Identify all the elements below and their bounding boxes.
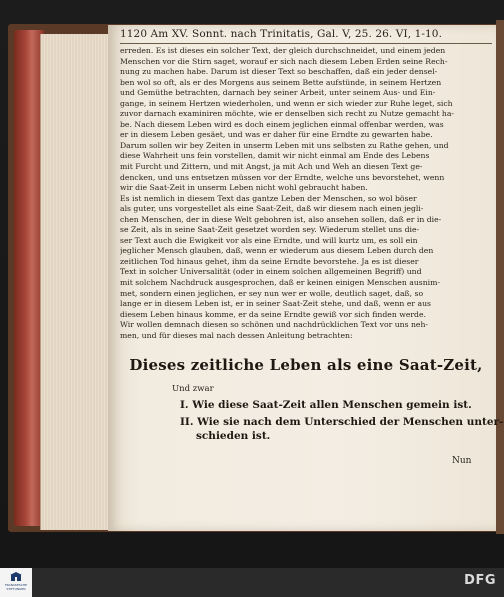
body-line: wir die Saat-Zeit in unserm Leben nicht wohl gebraucht haben. bbox=[120, 183, 368, 193]
sermon-theme: Dieses zeitliche Leben als eine Saat-Zeit, bbox=[129, 356, 483, 374]
body-line: als guter, uns vorgestellet als eine Saat-Zeit, daß wir diesem nach einen jegli- bbox=[120, 204, 424, 214]
body-line: Wir wollen demnach diesen so schönen und nachdrücklichen Text vor uns neh- bbox=[120, 320, 429, 330]
body-line: er in diesem Leben gesäet, und was er daher für eine Erndte zu gewarten habe. bbox=[120, 130, 433, 140]
francke-logo bbox=[0, 568, 32, 597]
logo-text-line2: STIFTUNGEN bbox=[6, 587, 26, 591]
page-stack-edge bbox=[40, 34, 111, 530]
catchword: Nun bbox=[452, 456, 472, 466]
body-line: be. Nach diesem Leben wird es doch einem jeglichen einmal offenbar werden, was bbox=[120, 119, 444, 129]
body-line: zeitlichen Tod hinaus gehet, ihm da seine Erndte bevorstehe. Ja es ist dieser bbox=[120, 256, 419, 266]
body-line: se Zeit, als in seine Saat-Zeit gesetzet worden sey. Wiederum stellet uns die- bbox=[120, 225, 420, 235]
point-one: I. Wie diese Saat-Zeit allen Menschen gemein ist. bbox=[180, 399, 472, 411]
viewer-footer bbox=[0, 568, 504, 597]
body-line: Es ist nemlich in diesem Text das gantze Leben der Menschen, so wol böser bbox=[120, 193, 417, 203]
body-line: lange er in diesem Leben ist, er in seiner Saat-Zeit stehe, und daß, wenn er aus bbox=[120, 299, 431, 309]
header-rule bbox=[120, 43, 492, 44]
body-line: und Gemüthe betrachten, darnach bey seiner Arbeit, unter seinem Aus- und Ein- bbox=[120, 88, 436, 98]
body-line: chen Menschen, der in diese Welt gebohren ist, also ansehen sollen, daß er in die- bbox=[120, 214, 442, 224]
body-line: gange, in seinem Hertzen wiederholen, und wenn er sich wieder zur Ruhe leget, sich bbox=[120, 98, 453, 108]
running-header: 1120 Am XV. Sonnt. nach Trinitatis, Gal. V, 25. 26. VI, 1-10. bbox=[120, 28, 443, 40]
body-line: jeglicher Mensch glauben, daß, wenn er wiederum aus diesem Leben durch den bbox=[120, 246, 434, 256]
logo-emblem-icon bbox=[10, 572, 22, 582]
body-line: mit Furcht und Zittern, und mit Angst, ja mit Ach und Weh an diesen Text ge- bbox=[120, 162, 423, 172]
und-zwar-label: Und zwar bbox=[172, 384, 214, 394]
logo-text-line1: FRANCKESCHE bbox=[4, 583, 28, 587]
body-line: nung zu machen habe. Darum ist dieser Text so beschaffen, daß ein jeder densel- bbox=[120, 67, 438, 77]
body-line: dencken, und uns entsetzen müssen vor der Erndte, welche uns bevorstehet, wenn bbox=[120, 172, 445, 182]
body-line: met, sondern einen jeglichen, er sey nun wer er wolle, deutlich saget, daß, so bbox=[120, 288, 424, 298]
body-line: men, und für dieses mal nach dessen Anleitung betrachten: bbox=[120, 330, 353, 340]
body-text bbox=[120, 46, 492, 341]
body-line: Menschen vor die Stirn saget, worauf er sich nach diesem Leben Erden seine Rech- bbox=[120, 56, 448, 66]
body-line: diesem Leben hinaus komme, er da seine Erndte gewiß vor sich finden werde. bbox=[120, 309, 426, 319]
body-line: mit solchem Nachdruck ausgesprochen, daß er keinen einigen Menschen ausnim- bbox=[120, 278, 441, 288]
right-cover-edge bbox=[496, 20, 504, 534]
body-line: Text in solcher Universalität (oder in einem solchen allgemeinen Begriff) und bbox=[120, 267, 422, 277]
body-line: Darum sollen wir bey Zeiten in unserm Leben mit uns selbsten zu Rathe gehen, und bbox=[120, 140, 449, 150]
point-two-continuation: schieden ist. bbox=[196, 430, 271, 442]
dfg-logo: DFG bbox=[464, 573, 496, 588]
body-line: erreden. Es ist dieses ein solcher Text, der gleich durchschneidet, und einem jeden bbox=[120, 46, 446, 55]
point-two: II. Wie sie nach dem Unterschied der Menschen unter- bbox=[180, 416, 504, 428]
body-line: diese Wahrheit uns fein vorstellen, damit wir nicht einmal am Ende des Lebens bbox=[120, 151, 430, 161]
body-line: ser Text auch die Ewigkeit vor als eine Erndte, und will kurtz um, es soll ein bbox=[120, 235, 418, 245]
body-line: ben wol so oft, als er des Morgens aus seinem Bette aufstünde, in seinem Hertzen bbox=[120, 77, 442, 87]
body-line: zuvor darnach examiniren möchte, wie er denselben sich recht zu Nutze gemacht ha- bbox=[120, 109, 455, 119]
